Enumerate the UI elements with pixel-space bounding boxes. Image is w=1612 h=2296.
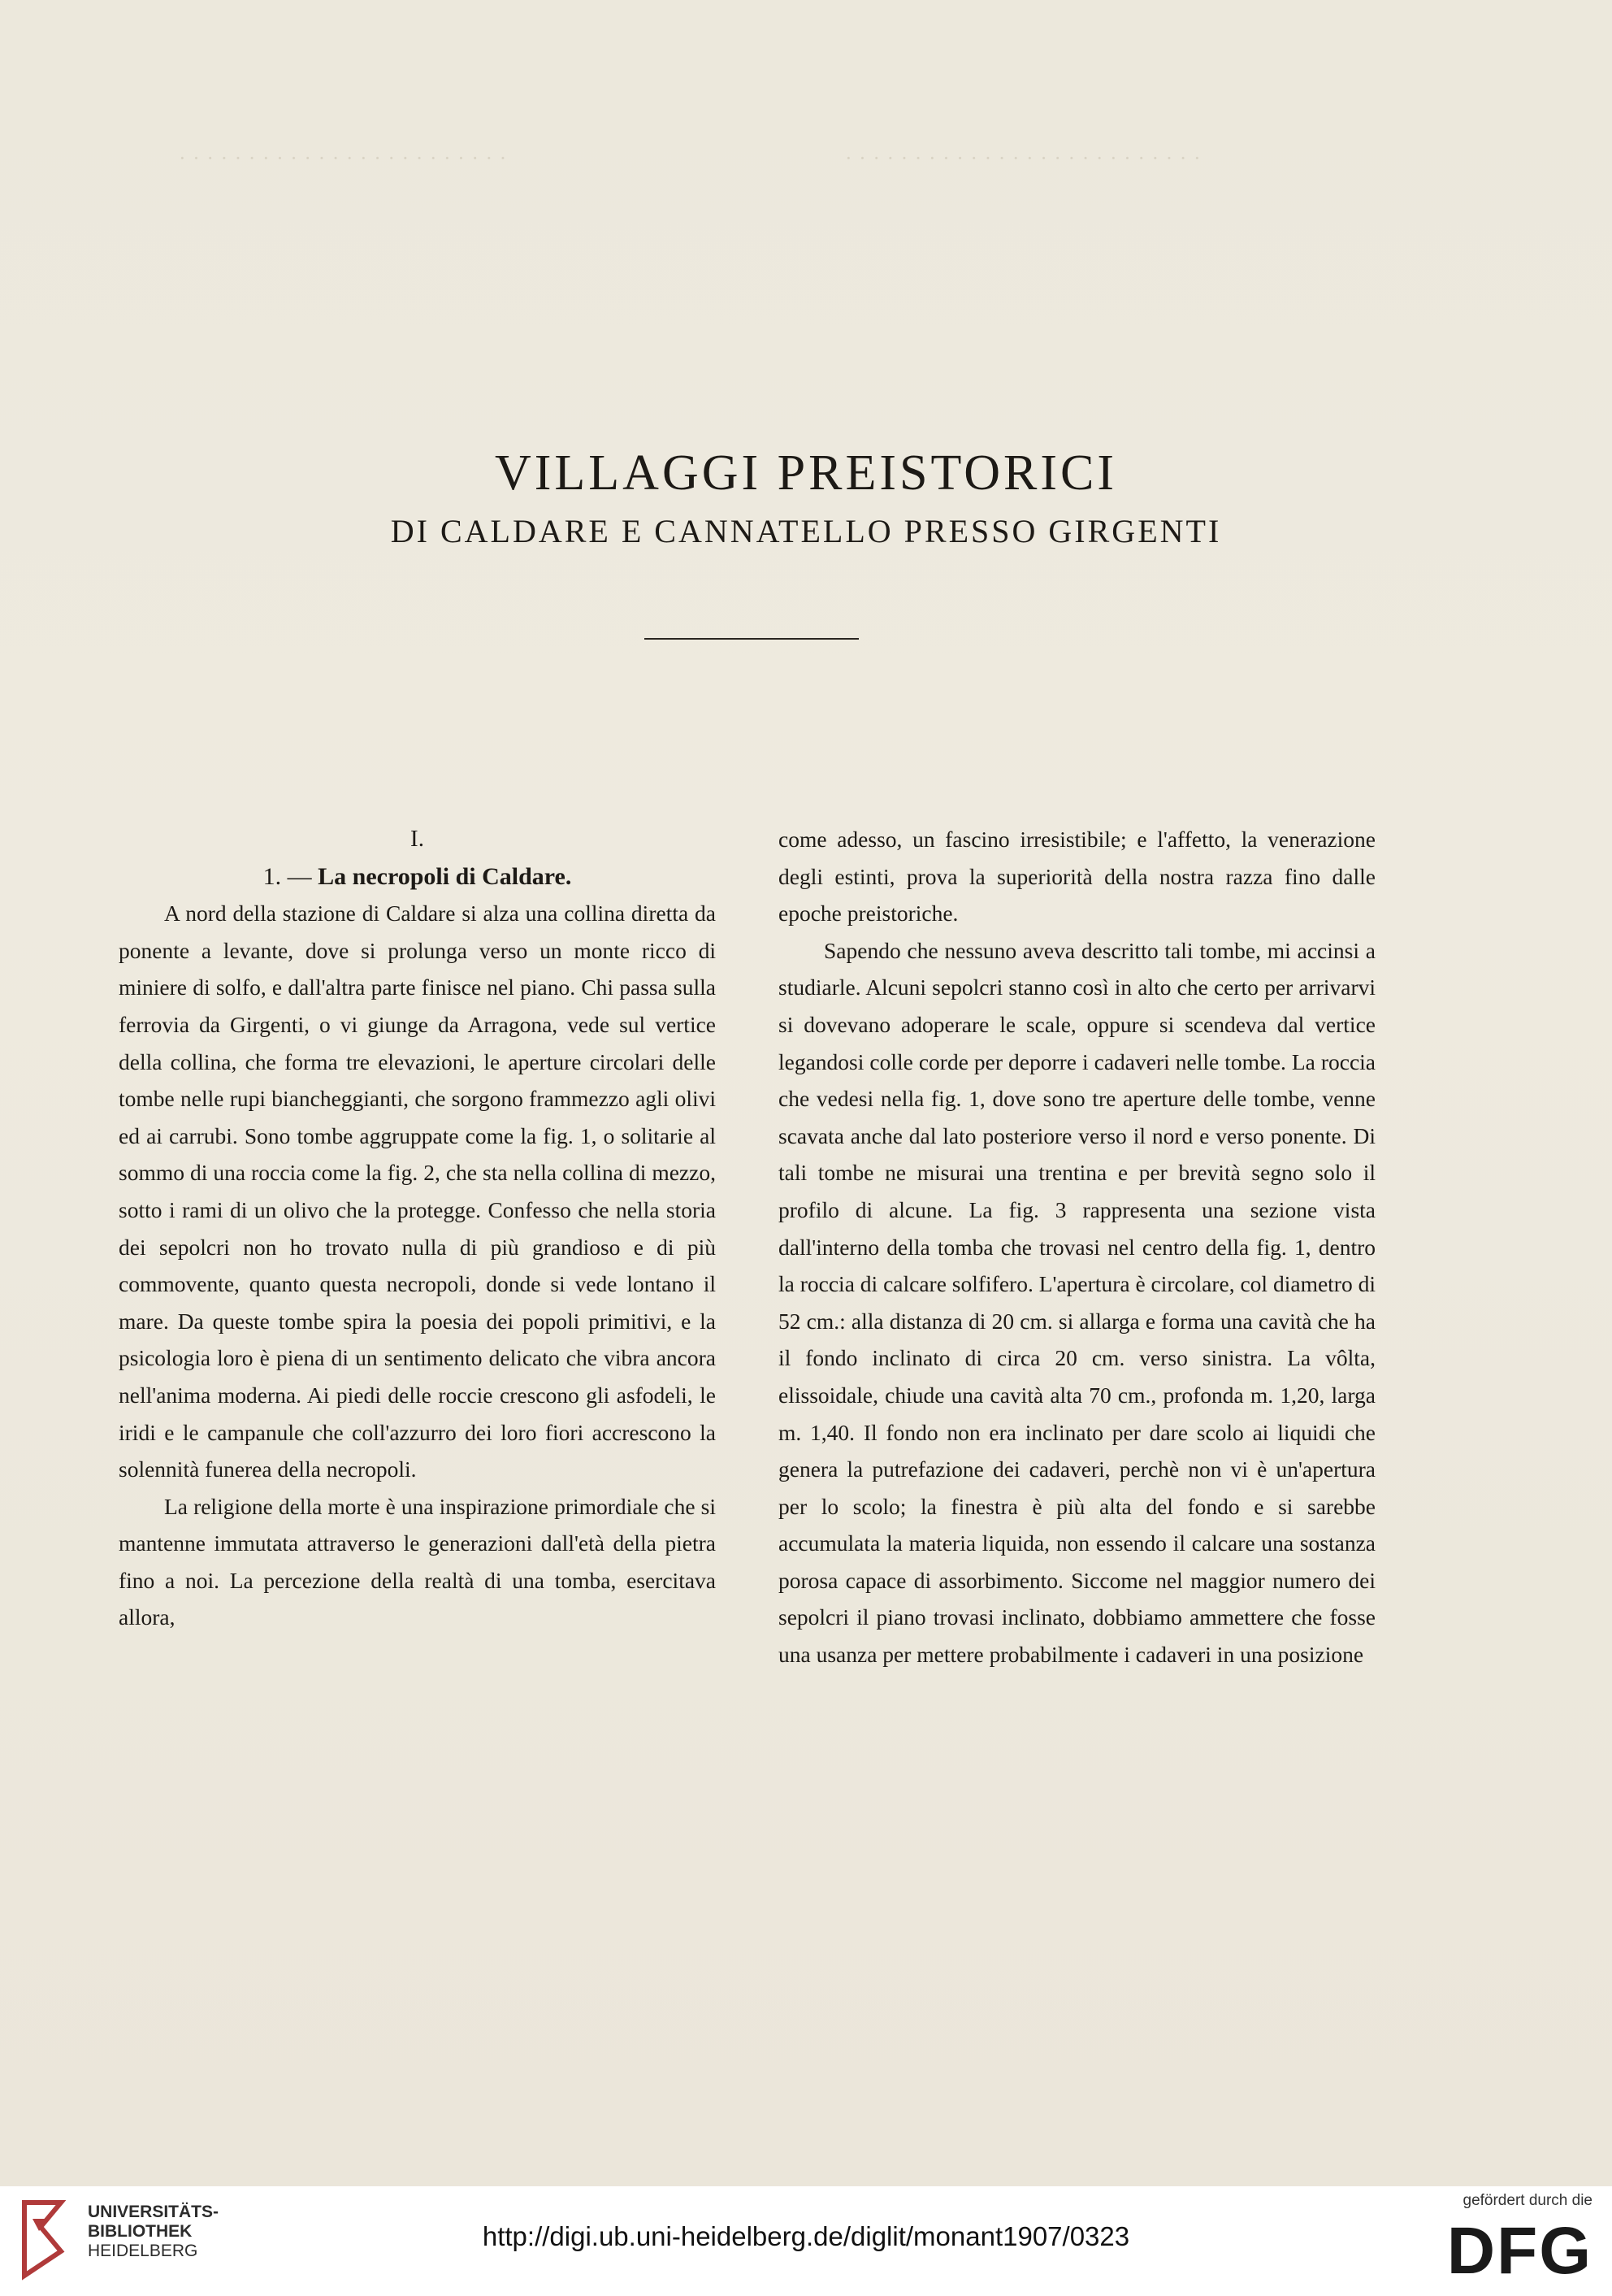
page-subtitle: DI CALDARE E CANNATELLO PRESSO GIRGENTI [390, 513, 1222, 549]
page-title: VILLAGGI PREISTORICI [495, 445, 1117, 501]
paragraph: A nord della stazione di Caldare si alza una collina diretta da ponente a levante, dove si prolunga verso un monte ricco di miniere di solfo, e dall'altra parte finisce nel piano. Chi passa sulla ferrovia da Girgenti, o vi giunge da Arragona, vede sul vertice della collina, che forma tre elevazioni, le aperture circolari delle tombe nelle rupi biancheggianti, che sorgono frammezzo agli olivi ed ai carrubi. Sono tombe aggruppate come la fig. 1, o solitarie al sommo di una roccia come la fig. 2, che sta nella collina di mezzo, sotto i rami di un olivo che la protegge. Confesso che nella storia dei sepolcri non ho trovato nulla di più grandioso e di più commovente, quanto questa necropoli, donde si vede lontano il mare. Da queste tombe spira la poesia dei popoli primitivi, e la psicologia loro è piena di un sentimento delicato che vibra ancora nell'anima moderna. Ai piedi delle roccie crescono gli asfodeli, le iridi e le campanule che coll'azzurro dei loro fiori accrescono la solennità funerea della necropoli. [119, 901, 716, 1482]
source-url-link[interactable]: http://digi.ub.uni-heidelberg.de/diglit/monant1907/0323 [482, 2221, 1130, 2251]
bleed-through-text: · · · · · · · · · · · · · · · · · · · · · · · · · · [845, 146, 1202, 170]
section-title: La necropoli di Caldare. [318, 862, 572, 890]
title-divider [644, 638, 859, 640]
right-column [778, 821, 1376, 1673]
paragraph: come adesso, un fascino irresistibile; e l'affetto, la venerazione degli estinti, prova la superiorità della nostra razza fino dalle epoche preistoriche. [778, 827, 1376, 927]
section-heading [119, 858, 716, 896]
funded-by-label: gefördert durch die [1462, 2192, 1592, 2209]
chapter-number: I. [410, 826, 424, 852]
paragraph: Sapendo che nessuno aveva descritto tali tombe, mi accinsi a studiarle. Alcuni sepolcri stanno così in alto che certo per arrivarvi si dovevano adoperare le scale, oppure si scendeva dal vertice legandosi colle corde per deporre i cadaveri nelle tombe. La roccia che vedesi nella fig. 1, dove sono tre aperture delle tombe, venne scavata anche dal lato posteriore verso il nord e verso ponente. Di tali tombe ne misurai una trentina e per brevità segno solo il profilo di alcune. La fig. 3 rappresenta una sezione vista dall'interno della tomba che trovasi nel centro della fig. 1, dentro la roccia di calcare solfifero. L'apertura è circolare, col diametro di 52 cm.: alla distanza di 20 cm. si allarga e forma una cavità che ha il fondo inclinato di circa 20 cm. verso sinistra. La vôlta, elissoidale, chiude una cavità alta 70 cm., profonda m. 1,20, larga m. 1,40. Il fondo non era inclinato per dare scolo ai liquidi che genera la putrefazione dei cadaveri, perchè non vi è un'apertura per lo scolo; la finestra è più alta del fondo e si sarebbe accumulata la materia liquida, non essendo il calcare una sostanza porosa capace di assorbimento. Siccome nel maggior numero dei sepolcri il piano trovasi inclinato, dobbiamo ammettere che fosse una usanza per mettere probabilmente i cadaveri in una posizione [778, 937, 1376, 1668]
library-line: UNIVERSITÄTS- [88, 2203, 219, 2221]
bleed-through-text: · · · · · · · · · · · · · · · · · · · · · · · · [179, 146, 508, 170]
section-number: 1. — [262, 862, 312, 890]
left-column [119, 821, 716, 1636]
library-line: BIBLIOTHEK [88, 2222, 193, 2241]
paragraph: La religione della morte è una inspirazione primordiale che si mantenne immutata attraverso le generazioni dall'età della pietra fino a noi. La percezione della realtà di una tomba, esercitava allora, [119, 1493, 716, 1630]
dfg-logo: DFG [1446, 2214, 1592, 2288]
library-line: HEIDELBERG [88, 2242, 198, 2260]
